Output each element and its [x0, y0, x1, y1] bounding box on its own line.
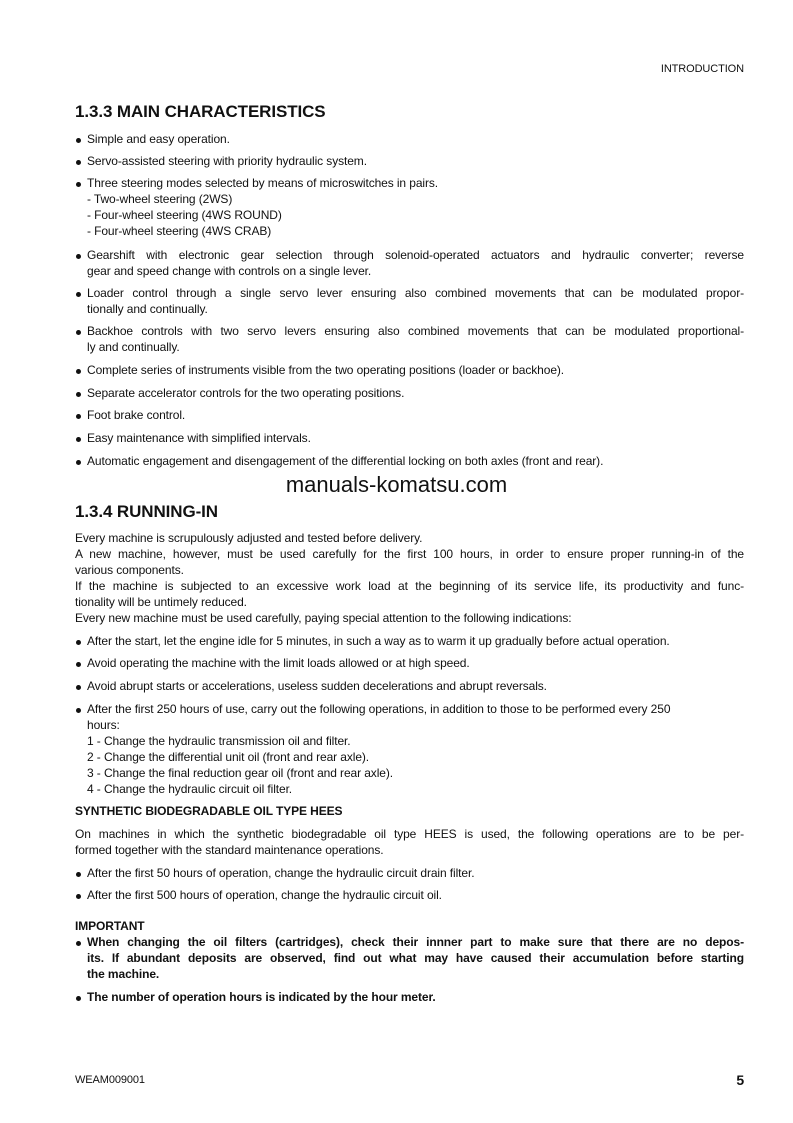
- bullet-icon: [76, 996, 81, 1001]
- list-item-line: - Four-wheel steering (4WS CRAB): [87, 224, 272, 238]
- list-item-line: The number of operation hours is indicated by the hour meter.: [87, 990, 436, 1004]
- bullet-icon: [76, 460, 81, 465]
- paragraph-line: If the machine is subjected to an excessive work load at the beginning of its service life, its productivity and func-: [75, 579, 744, 593]
- list-item-line: 4 - Change the hydraulic circuit oil filter.: [87, 782, 293, 796]
- bullet-icon: [76, 292, 81, 297]
- bullet-icon: [76, 872, 81, 877]
- document-code: WEAM009001: [75, 1074, 145, 1086]
- list-item-line: Separate accelerator controls for the two operating positions.: [87, 386, 405, 400]
- subheading-hees: SYNTHETIC BIODEGRADABLE OIL TYPE HEES: [75, 804, 343, 818]
- bullet-icon: [76, 369, 81, 374]
- list-item-line: hours:: [87, 718, 120, 732]
- list-item-line: Loader control through a single servo lever ensuring also combined movements that can be modulated propor-: [87, 286, 744, 300]
- bullet-icon: [76, 160, 81, 165]
- bullet-icon: [76, 254, 81, 259]
- list-item-line: Three steering modes selected by means of microswitches in pairs.: [87, 176, 438, 190]
- bullet-icon: [76, 392, 81, 397]
- list-item-line: gear and speed change with controls on a single lever.: [87, 264, 372, 278]
- bullet-icon: [76, 894, 81, 899]
- list-item-line: Easy maintenance with simplified intervals.: [87, 431, 311, 445]
- bullet-icon: [76, 941, 81, 946]
- paragraph-line: On machines in which the synthetic biodegradable oil type HEES is used, the following operations are to be per-: [75, 827, 744, 841]
- list-item-line: tionally and continually.: [87, 302, 208, 316]
- list-item-line: Automatic engagement and disengagement of the differential locking on both axles (front and rear).: [87, 454, 604, 468]
- bullet-icon: [76, 182, 81, 187]
- bullet-icon: [76, 330, 81, 335]
- paragraph-line: Every new machine must be used carefully, paying special attention to the following indications:: [75, 611, 572, 625]
- running-header: INTRODUCTION: [660, 63, 744, 75]
- list-item-line: Avoid operating the machine with the limit loads allowed or at high speed.: [87, 656, 470, 670]
- paragraph-line: tionality will be untimely reduced.: [75, 595, 247, 609]
- bullet-icon: [76, 640, 81, 645]
- list-item-line: Avoid abrupt starts or accelerations, useless sudden decelerations and abrupt reversals.: [87, 679, 547, 693]
- paragraph-line: Every machine is scrupulously adjusted and tested before delivery.: [75, 531, 423, 545]
- list-item-line: Complete series of instruments visible from the two operating positions (loader or backhoe).: [87, 363, 565, 377]
- list-item-line: After the first 500 hours of operation, change the hydraulic circuit oil.: [87, 888, 442, 902]
- bullet-icon: [76, 414, 81, 419]
- section-heading-running-in: 1.3.4 RUNNING-IN: [75, 502, 218, 521]
- bullet-icon: [76, 437, 81, 442]
- section-heading-main-characteristics: 1.3.3 MAIN CHARACTERISTICS: [75, 102, 326, 121]
- paragraph-line: various components.: [75, 563, 184, 577]
- list-item-line: - Two-wheel steering (2WS): [87, 192, 233, 206]
- list-item-line: After the start, let the engine idle for 5 minutes, in such a way as to warm it up gradually before actual operation.: [87, 634, 670, 648]
- watermark: manuals-komatsu.com: [285, 472, 508, 497]
- list-item-line: its. If abundant deposits are observed, find out what may have caused their accumulation before starting: [87, 951, 744, 965]
- page-number: 5: [736, 1072, 744, 1088]
- subheading-important: IMPORTANT: [75, 919, 145, 933]
- list-item-line: ly and continually.: [87, 340, 180, 354]
- bullet-icon: [76, 138, 81, 143]
- list-item-line: 2 - Change the differential unit oil (front and rear axle).: [87, 750, 370, 764]
- bullet-icon: [76, 662, 81, 667]
- list-item-line: After the first 250 hours of use, carry out the following operations, in addition to those to be performed every 250: [87, 702, 671, 716]
- list-item-line: Backhoe controls with two servo levers ensuring also combined movements that can be modulated proportional-: [87, 324, 744, 338]
- list-item-line: - Four-wheel steering (4WS ROUND): [87, 208, 282, 222]
- bullet-icon: [76, 685, 81, 690]
- list-item-line: Servo-assisted steering with priority hydraulic system.: [87, 154, 367, 168]
- list-item-line: 3 - Change the final reduction gear oil (front and rear axle).: [87, 766, 393, 780]
- paragraph-line: A new machine, however, must be used carefully for the first 100 hours, in order to ensure proper running-in of the: [75, 547, 744, 561]
- list-item-line: Gearshift with electronic gear selection through solenoid-operated actuators and hydraulic converter; reverse: [87, 248, 744, 262]
- list-item-line: When changing the oil filters (cartridges), check their innner part to make sure that there are no depos-: [87, 935, 744, 949]
- list-item-line: After the first 50 hours of operation, change the hydraulic circuit drain filter.: [87, 866, 475, 880]
- list-item-line: the machine.: [87, 967, 160, 981]
- list-item-line: Foot brake control.: [87, 408, 186, 422]
- list-item-line: 1 - Change the hydraulic transmission oil and filter.: [87, 734, 351, 748]
- bullet-icon: [76, 708, 81, 713]
- paragraph-line: formed together with the standard maintenance operations.: [75, 843, 384, 857]
- list-item-line: Simple and easy operation.: [87, 132, 230, 146]
